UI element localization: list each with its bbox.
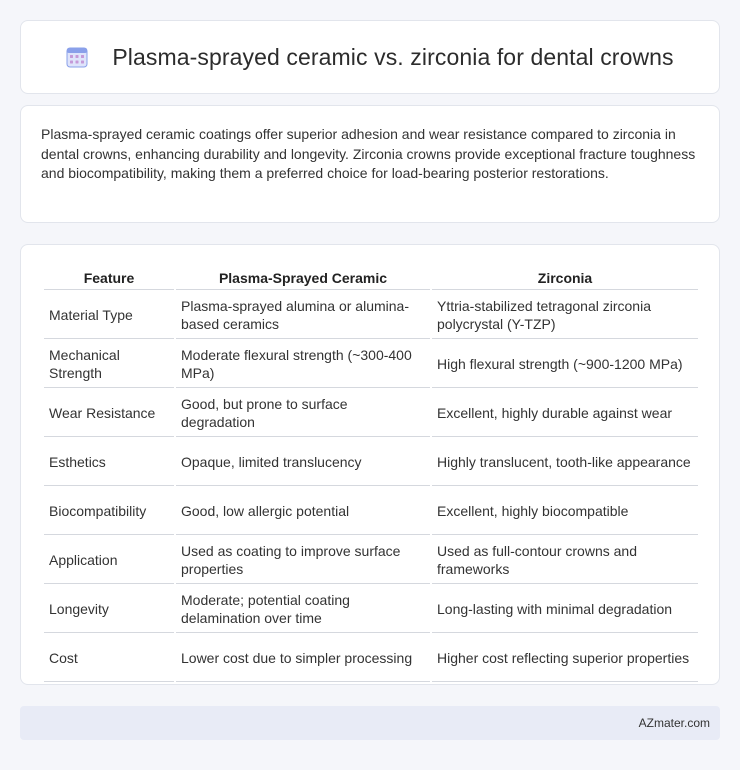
title-card xyxy=(20,20,720,94)
footer-bar xyxy=(20,706,720,740)
table-row xyxy=(44,341,698,388)
table-row xyxy=(44,635,698,682)
zirconia-cell: Used as full-contour crowns and frameworks xyxy=(432,537,698,584)
footer-site-link[interactable]: AZmater.com xyxy=(638,716,710,730)
table-row xyxy=(44,439,698,486)
zirconia-cell: High flexural strength (~900-1200 MPa) xyxy=(432,341,698,388)
intro-card xyxy=(20,105,720,223)
header-zirconia: Zirconia xyxy=(432,267,698,290)
feature-cell: Wear Resistance xyxy=(44,390,174,437)
ceramic-cell: Opaque, limited translucency xyxy=(176,439,430,486)
feature-cell: Material Type xyxy=(44,292,174,339)
ceramic-cell: Plasma-sprayed alumina or alumina-based ceramics xyxy=(176,292,430,339)
table-row xyxy=(44,390,698,437)
feature-cell: Mechanical Strength xyxy=(44,341,174,388)
comparison-card xyxy=(20,244,720,685)
comparison-table xyxy=(42,265,700,684)
zirconia-cell: Long-lasting with minimal degradation xyxy=(432,586,698,633)
table-row xyxy=(44,586,698,633)
ceramic-cell: Used as coating to improve surface properties xyxy=(176,537,430,584)
header-plasma-sprayed-ceramic: Plasma-Sprayed Ceramic xyxy=(176,267,430,290)
zirconia-cell: Highly translucent, tooth-like appearance xyxy=(432,439,698,486)
zirconia-cell: Excellent, highly biocompatible xyxy=(432,488,698,535)
feature-cell: Cost xyxy=(44,635,174,682)
table-row xyxy=(44,292,698,339)
zirconia-cell: Higher cost reflecting superior properties xyxy=(432,635,698,682)
table-row xyxy=(44,537,698,584)
intro-paragraph: Plasma-sprayed ceramic coatings offer superior adhesion and wear resistance compared to zirconia in dental crowns, enhancing durability and longevity. Zirconia crowns provide exceptional fracture toughness and biocompatibility, making them a preferred choice for load-bearing posterior restorations. xyxy=(41,126,696,181)
ceramic-cell: Moderate flexural strength (~300-400 MPa) xyxy=(176,341,430,388)
header-feature: Feature xyxy=(44,267,174,290)
feature-cell: Longevity xyxy=(44,586,174,633)
feature-cell: Application xyxy=(44,537,174,584)
table-row xyxy=(44,488,698,535)
zirconia-cell: Yttria-stabilized tetragonal zirconia polycrystal (Y-TZP) xyxy=(432,292,698,339)
ceramic-cell: Good, but prone to surface degradation xyxy=(176,390,430,437)
calendar-grid-icon xyxy=(66,46,88,68)
zirconia-cell: Excellent, highly durable against wear xyxy=(432,390,698,437)
table-header-row xyxy=(44,267,698,290)
page-title: Plasma-sprayed ceramic vs. zirconia for dental crowns xyxy=(112,43,674,70)
ceramic-cell: Good, low allergic potential xyxy=(176,488,430,535)
feature-cell: Biocompatibility xyxy=(44,488,174,535)
ceramic-cell: Lower cost due to simpler processing xyxy=(176,635,430,682)
ceramic-cell: Moderate; potential coating delamination over time xyxy=(176,586,430,633)
feature-cell: Esthetics xyxy=(44,439,174,486)
